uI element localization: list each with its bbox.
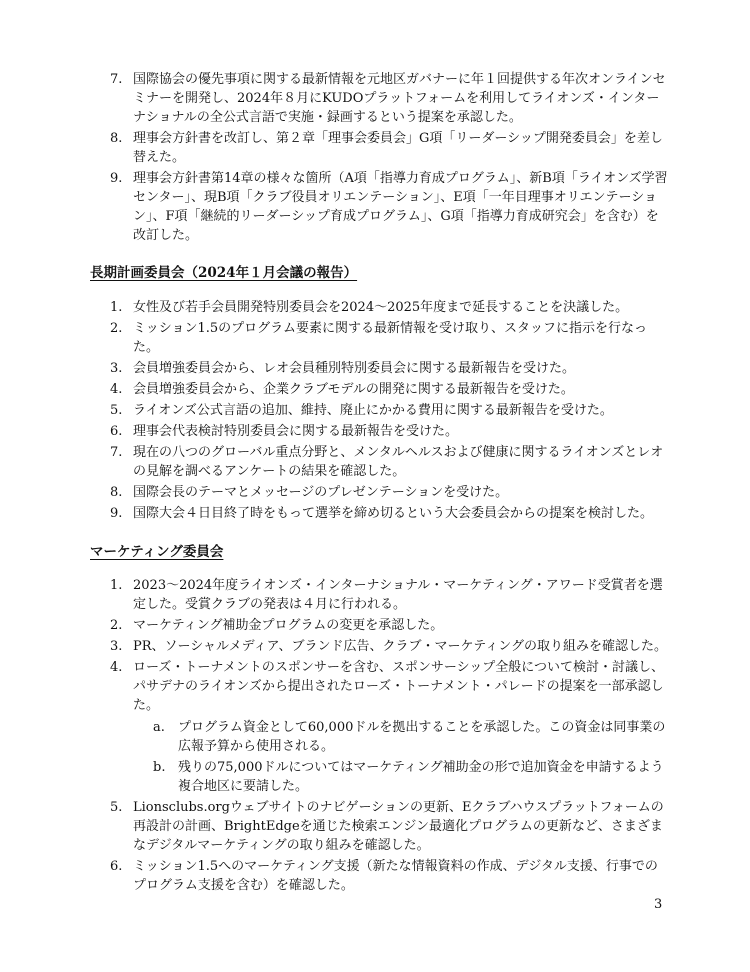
item-text: 理事会代表検討特別委員会に関する最新報告を受けた。 <box>133 424 459 439</box>
list-item <box>90 422 670 441</box>
list-item <box>90 169 670 245</box>
item-text: 会員増強委員会から、レオ会員種別特別委員会に関する最新報告を受けた。 <box>133 361 576 376</box>
item-number: 8. <box>110 485 123 500</box>
marketing-committee-list <box>90 576 670 895</box>
item-number: 7. <box>110 445 123 460</box>
item-number: 8. <box>110 131 123 146</box>
item-text: ローズ・トーナメントのスポンサーを含む、スポンサーシップ全般について検討・討議し、パサデナのライオンズから提出されたローズ・トーナメント・パレードの提案を一部承認した。 <box>133 660 665 713</box>
list-item <box>90 504 670 523</box>
page-content <box>90 70 670 895</box>
list-item <box>90 70 670 127</box>
item-text: マーケティング補助金プログラムの変更を承認した。 <box>133 618 444 633</box>
item-number: 6. <box>110 859 123 874</box>
list-item <box>90 129 670 167</box>
item-number: 1. <box>110 300 123 315</box>
list-item <box>90 637 670 656</box>
list-item <box>90 658 670 796</box>
long-range-planning-heading: 長期計画委員会（2024年１月会議の報告） <box>90 265 358 281</box>
list-item <box>90 319 670 357</box>
list-item <box>90 576 670 614</box>
board-decisions-list <box>90 70 670 245</box>
list-item <box>90 380 670 399</box>
list-item <box>90 401 670 420</box>
item-text: 国際協会の優先事項に関する最新情報を元地区ガバナーに年１回提供する年次オンラインセミナーを開発し、2024年８月にKUDOプラットフォームを利用してライオンズ・インターナショナルの全公式言語で実施・録画するという提案を承認した。 <box>133 72 666 125</box>
sub-list-item <box>133 718 670 756</box>
item-number: 6. <box>110 424 123 439</box>
item-number: 9. <box>110 171 123 186</box>
sub-item-text: プログラム資金として60,000ドルを拠出することを承認した。この資金は同事業の広報予算から使用される。 <box>178 720 666 754</box>
item-text: 2023～2024年度ライオンズ・インターナショナル・マーケティング・アワード受賞者を選定した。受賞クラブの発表は４月に行われる。 <box>133 578 663 612</box>
sub-item-letter: b. <box>153 760 166 775</box>
item-text: 理事会方針書第14章の様々な箇所（A項「指導力育成プログラム」、新B項「ライオンズ学習センター」、現B項「クラブ役員オリエンテーション」、E項「一年目理事オリエンテーション」、F項「継続的リーダーシップ育成プログラム」、G項「指導力育成研究会」を含む）を改訂した。 <box>133 171 668 243</box>
list-item <box>90 857 670 895</box>
item-number: 5. <box>110 800 123 815</box>
item-text: 現在の八つのグローバル重点分野と、メンタルヘルスおよび健康に関するライオンズとレオの見解を調べるアンケートの結果を確認した。 <box>133 445 664 479</box>
item-number: 2. <box>110 321 123 336</box>
item-text: ライオンズ公式言語の追加、維持、廃止にかかる費用に関する最新報告を受けた。 <box>133 403 613 418</box>
sub-item-letter: a. <box>153 720 165 735</box>
item-text: 理事会方針書を改訂し、第２章「理事会委員会」G項「リーダーシップ開発委員会」を差し替えた。 <box>133 131 663 165</box>
item-number: 7. <box>110 72 123 87</box>
list-item <box>90 483 670 502</box>
item-text: ミッション1.5のプログラム要素に関する最新情報を受け取り、スタッフに指示を行なった。 <box>133 321 648 355</box>
item-number: 5. <box>110 403 123 418</box>
sub-list <box>133 718 670 796</box>
long-range-planning-list <box>90 298 670 523</box>
item-text: ミッション1.5へのマーケティング支援（新たな情報資料の作成、デジタル支援、行事でのプログラム支援を含む）を確認した。 <box>133 859 658 893</box>
marketing-committee-heading: マーケティング委員会 <box>90 544 224 560</box>
sub-list-item <box>133 758 670 796</box>
list-item <box>90 798 670 855</box>
list-item <box>90 616 670 635</box>
list-item <box>90 298 670 317</box>
item-text: 女性及び若手会員開発特別委員会を2024～2025年度まで延長することを決議した。 <box>133 300 629 315</box>
item-number: 9. <box>110 506 123 521</box>
list-item <box>90 359 670 378</box>
list-item <box>90 443 670 481</box>
item-number: 4. <box>110 660 123 675</box>
item-number: 3. <box>110 361 123 376</box>
item-number: 4. <box>110 382 123 397</box>
item-text: 会員増強委員会から、企業クラブモデルの開発に関する最新報告を受けた。 <box>133 382 574 397</box>
page-number: 3 <box>654 897 663 912</box>
item-text: PR、ソーシャルメディア、ブランド広告、クラブ・マーケティングの取り組みを確認した。 <box>133 639 667 654</box>
item-text: 国際大会４日目終了時をもって選挙を締め切るという大会委員会からの提案を検討した。 <box>133 506 654 521</box>
item-number: 2. <box>110 618 123 633</box>
item-number: 3. <box>110 639 123 654</box>
item-text: 国際会長のテーマとメッセージのプレゼンテーションを受けた。 <box>133 485 509 500</box>
sub-item-text: 残りの75,000ドルについてはマーケティング補助金の形で追加資金を申請するよう複合地区に要請した。 <box>178 760 664 794</box>
item-text: Lionsclubs.orgウェブサイトのナビゲーションの更新、Eクラブハウスプラットフォームの再設計の計画、BrightEdgeを通じた検索エンジン最適化プログラムの更新など、さまざまなデジタルマーケティングの取り組みを確認した。 <box>133 800 664 853</box>
item-number: 1. <box>110 578 123 593</box>
